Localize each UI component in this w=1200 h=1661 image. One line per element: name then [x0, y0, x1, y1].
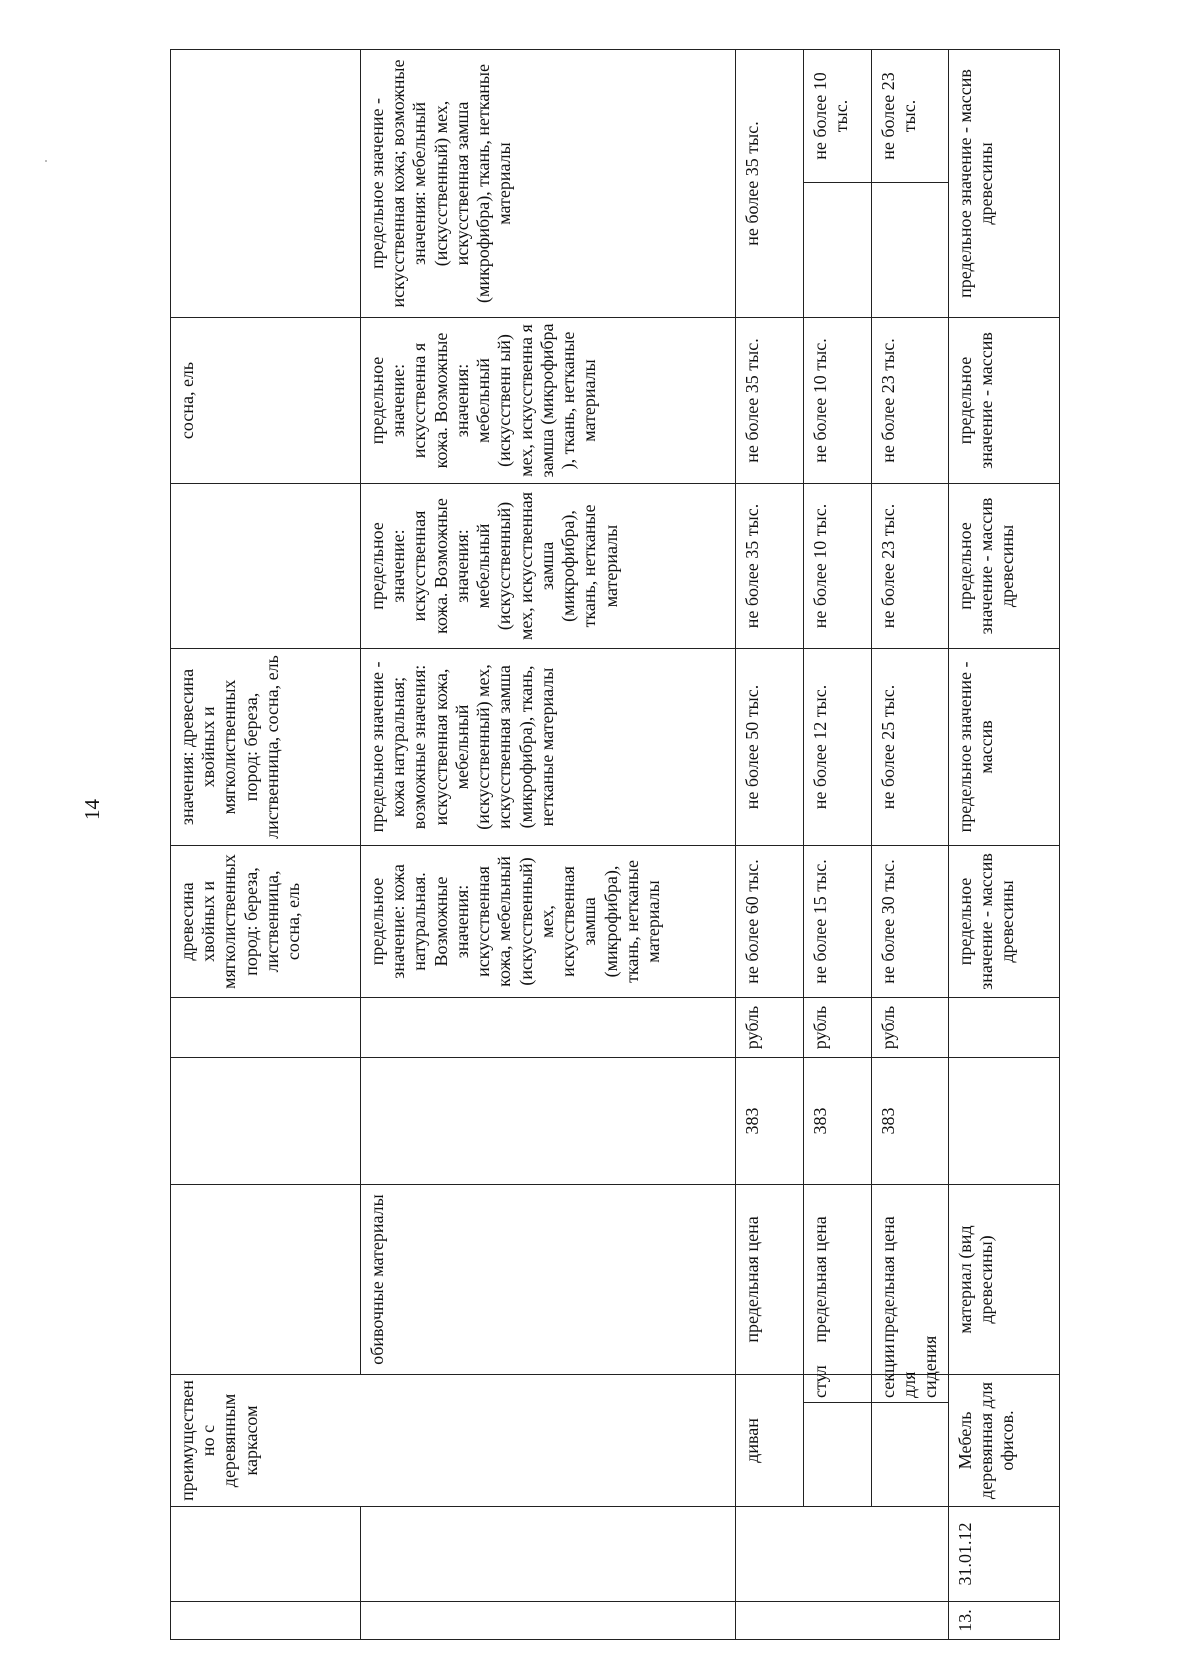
cell-value-top: древесина хвойных и мягколиственных пород: береза, лиственница, сосна, ель [171, 845, 361, 997]
cell-value-group4a [872, 182, 949, 317]
cell-unit: рубль [804, 997, 872, 1057]
cell-code [948, 1057, 1059, 1184]
table-row [736, 49, 804, 1639]
cell-spacer [804, 1403, 872, 1507]
cell-value-group4a [804, 182, 872, 317]
cell-okpd [171, 1507, 361, 1602]
cell-item-name: диван [736, 1374, 804, 1506]
cell-characteristic: материал (вид древесины) [948, 1184, 1059, 1374]
cell-value-group3: предельное значение: искусственна я кожа. Возможные значения: мебельный (искусственн ый) мех, искусственна я замша (микрофибра ), ткань, нетканые материалы [361, 317, 736, 483]
cell-value-group3: предельное значение - массив [948, 317, 1059, 483]
cell-value-group2: предельное значение - массив древесины [948, 483, 1059, 648]
cell-code [361, 1057, 736, 1184]
cell-unit [171, 997, 361, 1057]
cell-code: 383 [872, 1057, 949, 1184]
table-row [804, 49, 872, 1639]
cell-value-group4: не более 35 тыс. [736, 49, 804, 317]
cell-characteristic: предельная цена [804, 1184, 872, 1374]
cell-num [361, 1602, 736, 1640]
cell-num [171, 1602, 361, 1640]
cell-value-top: не более 30 тыс. [872, 845, 949, 997]
cell-unit: рубль [872, 997, 949, 1057]
cell-characteristic: предельная цена [736, 1184, 804, 1374]
table-row [948, 49, 1059, 1639]
cell-characteristic: предельная цена [872, 1184, 949, 1374]
cell-value-group4: предельное значение - искусственная кожа; возможные значения: мебельный (искусственный) мех, искусственная замша (микрофибра), ткань, нетканые материалы [361, 49, 736, 317]
cell-value-group4: предельное значение - массив древесины [948, 49, 1059, 317]
cell-value-group3: не более 35 тыс. [736, 317, 804, 483]
cell-okpd [361, 1507, 736, 1602]
page-number: 14 [80, 799, 104, 820]
cell-value-group3: не более 10 тыс. [804, 317, 872, 483]
cell-code: 383 [804, 1057, 872, 1184]
cell-value-group2: не более 23 тыс. [872, 483, 949, 648]
cell-item-name: секции для сидения [872, 1374, 949, 1402]
cell-value-group2: не более 10 тыс. [804, 483, 872, 648]
cell-value-group2 [171, 483, 361, 648]
cell-num [736, 1602, 949, 1640]
cell-value-group3: сосна, ель [171, 317, 361, 483]
cell-item-name: стул [804, 1374, 872, 1402]
cell-value-group1: предельное значение - массив [948, 648, 1059, 845]
cell-item-name: преимуществен но с деревянным каркасом [171, 1374, 736, 1506]
cell-value-top: предельное значение: кожа натуральная. Возможные значения: искусственная кожа, мебельный (искусственный) мех, искусственная замша (микрофибра), ткань, нетканые материалы [361, 845, 736, 997]
cell-value-group1: не более 25 тыс. [872, 648, 949, 845]
cell-unit: рубль [736, 997, 804, 1057]
cell-value-group2: предельное значение: искусственная кожа. Возможные значения: мебельный (искусственный) мех, искусственная замша (микрофибра), ткань, нетканые материалы [361, 483, 736, 648]
cell-value-group4 [171, 49, 361, 317]
cell-value-group4b: не более 10 тыс. [804, 49, 872, 182]
cell-spacer [872, 1403, 949, 1507]
cell-unit [361, 997, 736, 1057]
cell-code [171, 1057, 361, 1184]
cell-okpd [736, 1507, 949, 1602]
cell-value-group4b: не более 23 тыс. [872, 49, 949, 182]
cell-value-top: не более 15 тыс. [804, 845, 872, 997]
rotated-table-container [170, 50, 1050, 1640]
table-row [872, 49, 949, 1639]
cell-num: 13. [948, 1602, 1059, 1640]
scan-speck [45, 160, 47, 162]
cell-characteristic: обивочные материалы [361, 1184, 736, 1374]
table-row [171, 49, 361, 1639]
cell-code: 383 [736, 1057, 804, 1184]
cell-value-group1: не более 50 тыс. [736, 648, 804, 845]
furniture-requirements-table [170, 49, 1060, 1640]
cell-value-group2: не более 35 тыс. [736, 483, 804, 648]
cell-unit [948, 997, 1059, 1057]
cell-value-group1: не более 12 тыс. [804, 648, 872, 845]
cell-value-group3: не более 23 тыс. [872, 317, 949, 483]
cell-value-group1: значения: древесина хвойных и мягколиственных пород: береза, лиственница, сосна, ель [171, 648, 361, 845]
cell-okpd: 31.01.12 [948, 1507, 1059, 1602]
cell-value-top: не более 60 тыс. [736, 845, 804, 997]
cell-value-group1: предельное значение - кожа натуральная; возможные значения: искусственная кожа, мебельный (искусственный) мех, искусственная замша (микрофибра), ткань, нетканые материалы [361, 648, 736, 845]
cell-value-top: предельное значение - массив древесины [948, 845, 1059, 997]
cell-characteristic [171, 1184, 361, 1374]
cell-item-name: Мебель деревянная для офисов. [948, 1374, 1059, 1506]
